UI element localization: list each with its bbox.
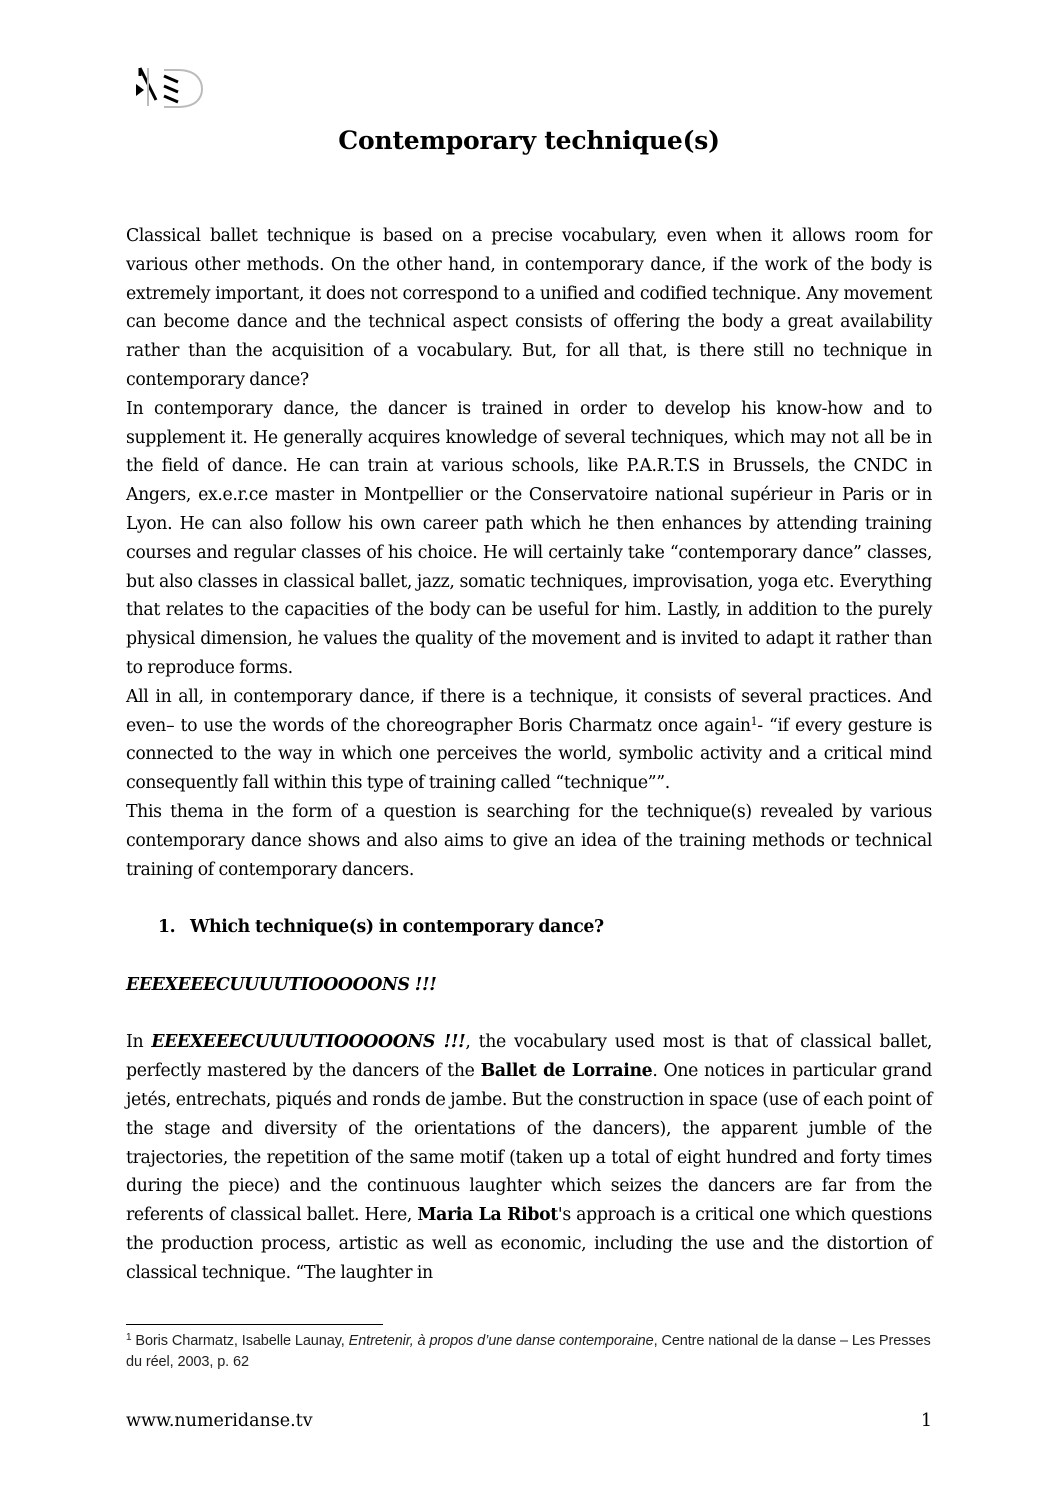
footnote-number: 1 [126, 1332, 132, 1343]
paragraph-text: . One notices in particular grand jetés, entrechats, piqués and ronds de jambe. But the construction in space (use of each point of the stage and diversity of the orientations of the dancers), the apparent jumble of the trajectories, the repetition of the same motif (taken up a total of eight hundred and forty times during the piece) and the continuous laughter which seizes the dancers are far from the referents of classical ballet. Here, [126, 1061, 933, 1226]
show-title: EEEXEEECUUUUTIOOOOONS !!! [126, 974, 437, 995]
footer-url[interactable]: www.numeridanse.tv [126, 1411, 313, 1431]
paragraph-text: 's approach is a critical one which questions the production process, artistic as well as economic, including the use and the distortion of classical technique. “The laughter in [126, 1205, 932, 1283]
intro-paragraph-3 [126, 683, 932, 798]
paragraph-text: - “if every gesture is connected to the way in which one perceives the world, symbolic activity and a critical mind consequently fall within this type of training called “technique””. [126, 715, 932, 794]
footnote [126, 1331, 932, 1373]
section-heading-text: Which technique(s) in contemporary dance? [190, 917, 604, 938]
choreographer-name: Maria La Ribot [417, 1205, 558, 1226]
company-name: Ballet de Lorraine [480, 1061, 653, 1082]
main-text [126, 222, 932, 1287]
section-number: 1. [158, 917, 176, 938]
intro-paragraph-1: Classical ballet technique is based on a precise vocabulary, even when it allows room for various other methods. On the other hand, in contemporary dance, if the work of the body is extremely important, it does not correspond to a unified and codified technique. Any movement can become dance and the technical aspect consists of offering the body a great availability rather than the acquisition of a vocabulary. But, for all that, is there still no technique in contemporary dance? [126, 226, 932, 390]
footnote-author: Boris Charmatz, Isabelle Launay, [131, 1333, 349, 1349]
intro-paragraph-2: In contemporary dance, the dancer is trained in order to develop his know-how and to supplement it. He generally acquires knowledge of several techniques, which may not all be in the field of dance. He can train at various schools, like P.A.R.T.S in Brussels, the CNDC in Angers, ex.e.r.ce master in Montpellier or the Conservatoire national supérieur in Paris or in Lyon. He can also follow his own career path which he then enhances by attending training courses and regular classes of his choice. He will certainly take “contemporary dance” classes, but also classes in classical ballet, jazz, somatic techniques, improvisation, yoga etc. Everything that relates to the capacities of the body can be useful for him. Lastly, in addition to the purely physical dimension, he values the quality of the movement and is invited to adapt it rather than to reproduce forms. [126, 398, 932, 678]
section-paragraph [126, 1028, 932, 1287]
intro-paragraph-4: This thema in the form of a question is searching for the technique(s) revealed by various contemporary dance shows and also aims to give an idea of the training methods or technical training of contemporary dancers. [126, 801, 932, 880]
footnote-reference[interactable]: 1 [750, 714, 758, 728]
numeridanse-logo [134, 66, 206, 110]
paragraph-text: In [126, 1032, 152, 1053]
section-heading [126, 913, 932, 942]
paragraph-text: All in all, in contemporary dance, if there is a technique, it consists of several practices. And even– to use the words of the choreographer Boris Charmatz once again [126, 686, 932, 736]
footnote-divider [126, 1324, 383, 1325]
page-number: 1 [920, 1411, 932, 1431]
footnote-publisher: , Centre national de la danse – Les Presses du réel, 2003, p. 62 [126, 1333, 931, 1370]
paragraph-text: , the vocabulary used most is that of classical ballet, perfectly mastered by the dancers of the [126, 1032, 933, 1082]
page-title: Contemporary technique(s) [338, 126, 720, 155]
footnote-book-title: Entretenir, à propos d’une danse contemporaine [348, 1333, 654, 1349]
show-reference: EEEXEEECUUUUTIOOOOONS !!! [151, 1032, 466, 1053]
